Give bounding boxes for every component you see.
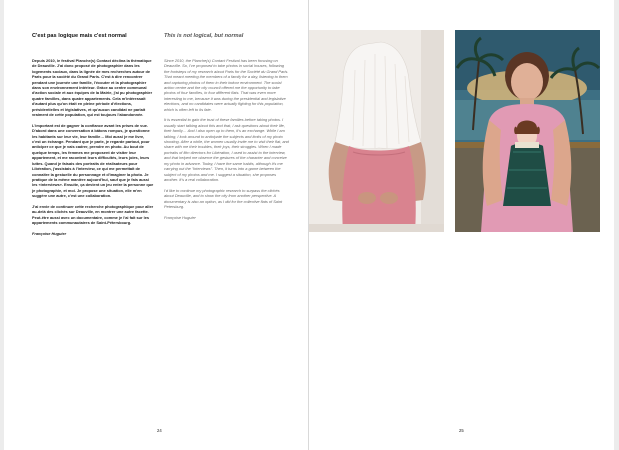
english-paragraph-3: I'd like to continue my photographic research to surpass the clichés about Deauville, and to show the city from another perspective. A documentary is also an option, as I did for the collective flats of Saint Petersburg. bbox=[164, 187, 283, 209]
english-paragraph-1: Since 2010, the Planche(s) Contact Festival has been focusing on Deauville. So, I've proposed to take photos in social houses, following the footsteps of my research about Paris for the Société du Grand Paris. That meant meeting the members of a family for a day, listening to them and capturing photos of them in their indoor environment. The social action centre and the city council offered me the opportunity to take photos of four families, in four different flats. That was even more interesting to me, because it was during the presidential and legislative elections, and no candidates were actually fighting for this population, which is often left to its fate. bbox=[164, 58, 289, 112]
heading-french: C'est pas logique mais c'est normal bbox=[32, 33, 127, 39]
book-spread bbox=[4, 0, 615, 450]
french-paragraph-2: L'important est de gagner la confiance avant les prises de vue. D'abord dans une conversation à bâtons rompus, je questionne les habitants sur leur vie, leur famille… Moi aussi je me livre, c'est un échange. Pendant que je parle, je regarde partout, pour anticiper ce que je vais cadrer, prendre en photo. Au bout de quelque temps, les femmes me proposent de visiter leur appartement, et me racontent leurs difficultés, leurs joies, leurs luttes. Quand je faisais des portraits de réalisateurs pour Libération, j'assistais à l'interview, ce qui me permettait de connaître la gestuelle du personnage et d'imaginer la photo. Je pratique de la même manière aujourd'hui, sauf que je fais aussi les «interviews». Ensuite, ça devient un jeu entre la personne que je photographie, et moi. Je propose une situation, elle m'en suggère une autre, c'est une collaboration. bbox=[32, 122, 154, 199]
right-page bbox=[309, 0, 614, 450]
french-paragraph-1: Depuis 2010, le festival Planche(s) Contact déclina la thématique de Deauville. J'ai donc proposé de photographier dans les logements sociaux, dans la lignée de mes recherches autour de Paris pour la société du Grand Paris. C'est à dire rencontrer pendant une journée une famille, l'écouter et la photographier dans son environnement intérieur. Grâce au centre communal d'action sociale et aux équipes de la Mairie, j'ai pu photographier quatre familles, dans quatre appartements. Cela m'intéressait d'autant plus qu'on était en pleine période d'élections, présidentielles et législatives, et qu'aucun candidat ne parlait vraiment de cette population, qui est toujours l'abandonnée. bbox=[32, 58, 153, 118]
english-signature: Françoise Huguier bbox=[164, 214, 196, 220]
french-text-column bbox=[32, 58, 154, 242]
page-number-left: 24 bbox=[157, 428, 162, 433]
left-page bbox=[4, 0, 309, 450]
english-text-column bbox=[164, 58, 290, 226]
page-number-right: 25 bbox=[459, 428, 464, 433]
heading-english: This is not logical, but normal bbox=[164, 33, 244, 39]
woman-holding-doll-photo bbox=[455, 30, 600, 232]
english-paragraph-2: It is essential to gain the trust of these families before taking photos. I usually start talking about this and that, I ask questions about their life, their family… And I also open up to them, it's an exchange. While I am talking, I look around to anticipate the subjects and limits of my photo shooting. After a while, the women usually invite me to visit their flat, and share with me their troubles, their joys, their struggles. When I made portraits of film directors for Libération, I used to assist to the interview, and that helped me observe the gestures of the character and conceive my photo in advance. Today, I have the same habits, although it's me carrying out the "interviews". Then, it turns into a game between the subject of my photos and me. I suggest a situation, she proposes another. It's a real collaboration. bbox=[164, 117, 289, 182]
french-signature: Françoise Huguier bbox=[32, 230, 67, 236]
french-paragraph-3: J'ai envie de continuer cette recherche photographique pour aller au-delà des clichés sur Deauville, en montrer une autre facette. Peut-être aussi avec un documentaire, comme je l'ai fait sur les appartements communautaires de Saint-Pétersbourg. bbox=[32, 203, 154, 226]
woman-with-veil-photo bbox=[309, 30, 444, 232]
